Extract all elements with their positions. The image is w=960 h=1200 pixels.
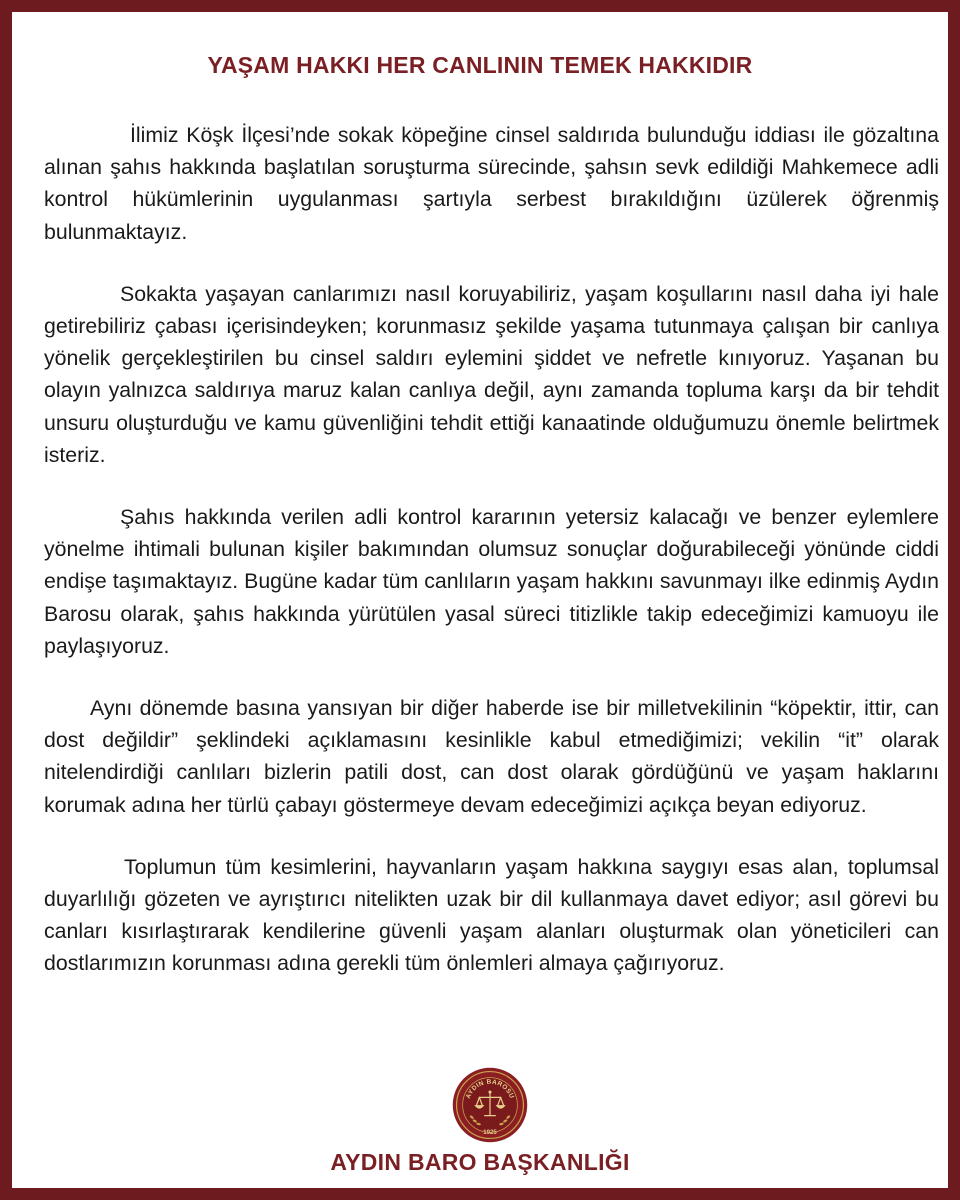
signature-line: AYDIN BARO BAŞKANLIĞI <box>330 1149 630 1175</box>
paragraph-1: İlimiz Köşk İlçesi’nde sokak köpeğine cinsel saldırıda bulunduğu iddiası ile gözaltına alınan şahıs hakkında başlatılan soruşturma sürecinde, şahsın sevk edildiği Mahkemece adli kontrol hükümlerinin uygulanması şartıyla serbest bırakıldığını üzülerek öğrenmiş bulunmaktayız. <box>44 123 939 244</box>
seal-top-text: AYDIN BAROSU <box>464 1078 516 1100</box>
paragraph-3: Şahıs hakkında verilen adli kontrol kararının yetersiz kalacağı ve benzer eylemlere yönelme ihtimali bulunan kişiler bakımından olumsuz sonuçlar doğurabileceği yönünde ciddi endişe taşımaktayız. Bugüne kadar tüm canlıların yaşam hakkını savunmayı ilke edinmiş Aydın Barosu olarak, şahıs hakkında yürütülen yasal süreci titizlikle takip edeceğimizi kamuoyu ile paylaşıyoruz. <box>44 505 939 658</box>
document-body <box>44 119 939 980</box>
seal-year: 1925 <box>483 1128 497 1136</box>
bar-association-seal-icon <box>452 1067 528 1143</box>
paragraph-5: Toplumun tüm kesimlerini, hayvanların yaşam hakkına saygıyı esas alan, toplumsal duyarlılığı gözeten ve ayrıştırıcı nitelikten uzak bir dil kullanmaya davet ediyor; asıl görevi bu canları kısırlaştırarak kendilerine güvenli yaşam alanları oluşturmak olan yöneticileri can dostlarımızın korunması adına gerekli tüm önlemleri almaya çağırıyoruz. <box>44 854 939 976</box>
paragraph-2: Sokakta yaşayan canlarımızı nasıl koruyabiliriz, yaşam koşullarını nasıl daha iyi hale getirebiliriz çabası içerisindeyken; korunmasız şekilde yaşama tutunmaya çalışan bir canlıya yönelik gerçekleştirilen bu cinsel saldırı eylemini şiddet ve nefretle kınıyoruz. Yaşanan bu olayın yalnızca saldırıya maruz kalan canlıya değil, aynı zamanda topluma karşı da bir tehdit unsuru oluşturduğu ve kamu güvenliğini tehdit ettiği kanaatinde olduğumuzu önemle belirtmek isteriz. <box>44 281 939 467</box>
document-title: YAŞAM HAKKI HER CANLININ TEMEK HAKKIDIR <box>207 52 753 78</box>
paragraph-4: Aynı dönemde basına yansıyan bir diğer haberde ise bir milletvekilinin “köpektir, ittir, can dost değildir” şeklindeki açıklamasını kesinlikle kabul etmediğimizi; vekilin “it” olarak nitelendirdiği canlıları bizlerin patili dost, can dost olarak gördüğünü ve yaşam haklarını korumak adına her türlü çabayı göstermeye devam edeceğimizi açıkça beyan ediyoruz. <box>44 696 939 817</box>
